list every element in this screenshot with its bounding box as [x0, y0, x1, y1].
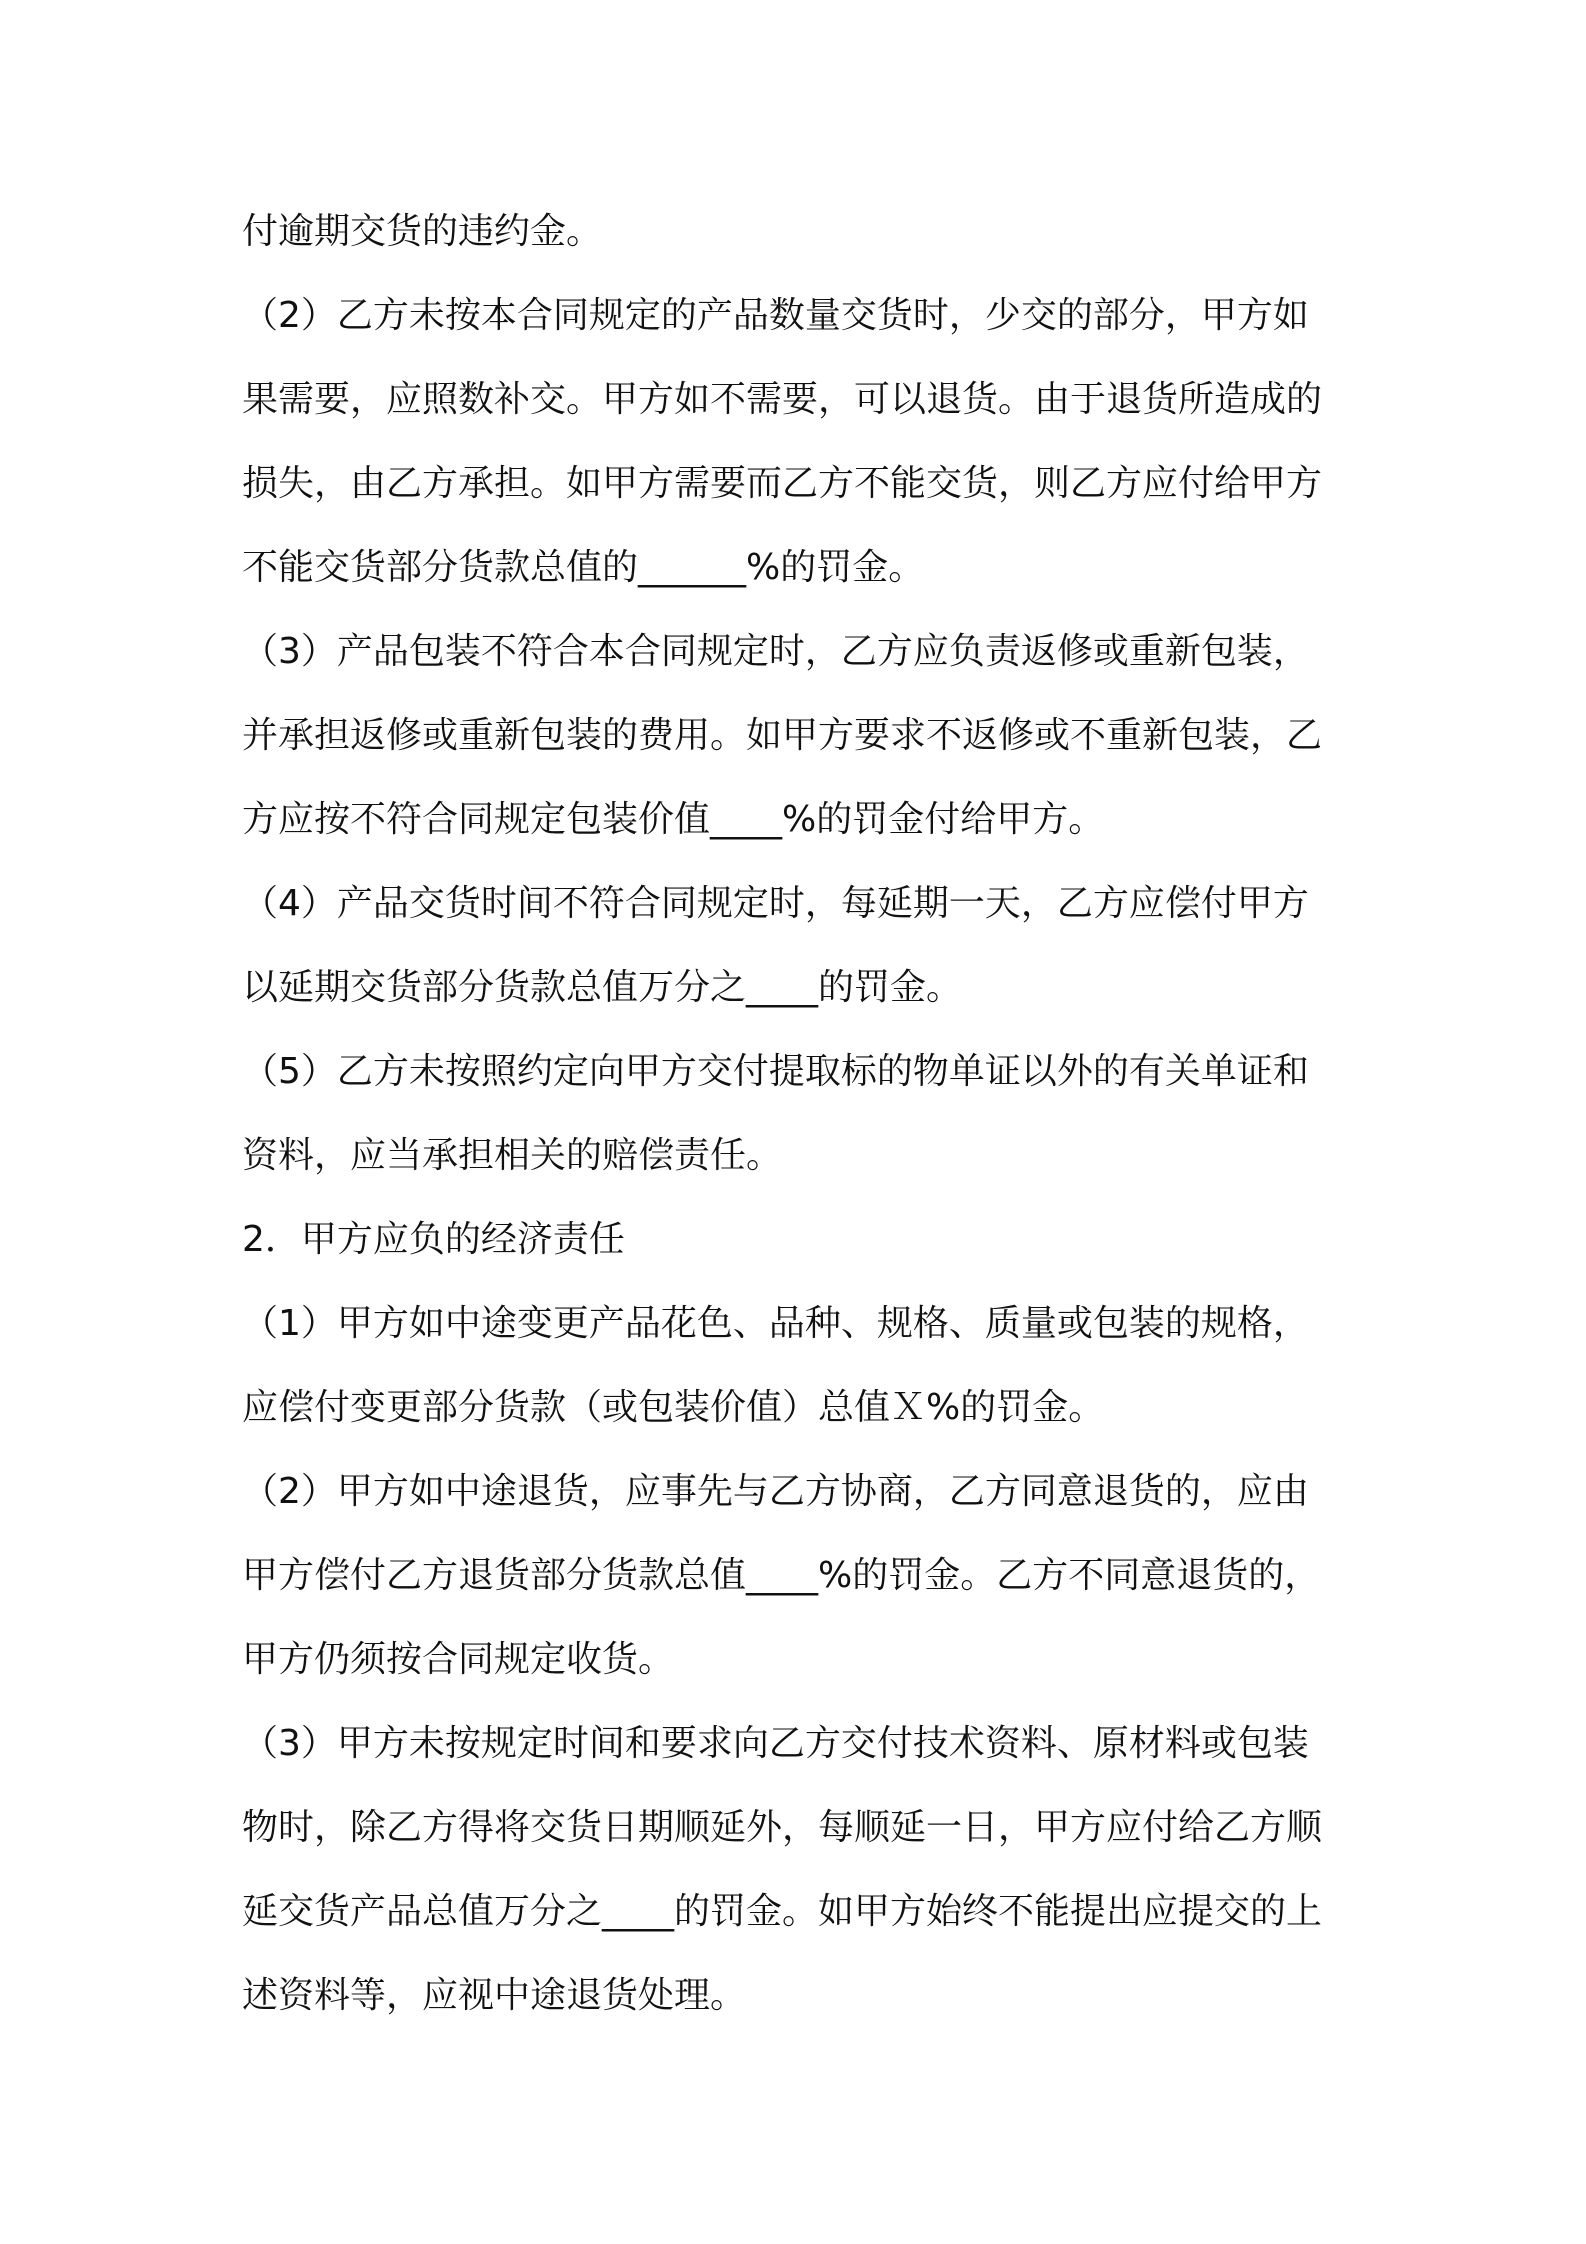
text-line: [242, 778, 1357, 862]
text-segment: （3）产品包装不符合本合同规定时，乙方应负责返修或重新包装，: [242, 631, 1309, 672]
text-line: [242, 1366, 1357, 1450]
text-line: [242, 1450, 1357, 1534]
text-segment: 述资料等，应视中途退货处理。: [242, 1975, 747, 2016]
text-segment: 2．甲方应负的经济责任: [242, 1219, 625, 1260]
text-line: [242, 946, 1357, 1030]
text-line: [242, 1618, 1357, 1702]
text-line: [242, 358, 1357, 442]
text-line: [242, 442, 1357, 526]
text-line: [242, 694, 1357, 778]
text-segment: 不能交货部分货款总值的: [242, 547, 639, 588]
text-segment: %的罚金。: [746, 547, 925, 588]
text-line: [242, 862, 1357, 946]
text-segment: 甲方仍须按合同规定收货。: [242, 1639, 675, 1680]
fill-in-blank: ____: [746, 1555, 819, 1596]
text-segment: （2）甲方如中途退货，应事先与乙方协商，乙方同意退货的，应由: [242, 1471, 1309, 1512]
text-segment: 延交货产品总值万分之: [242, 1891, 603, 1932]
text-segment: 的罚金。: [818, 967, 963, 1008]
text-line: [242, 610, 1357, 694]
text-line: [242, 1870, 1357, 1954]
fill-in-blank: ____: [710, 799, 783, 840]
text-segment: （1）甲方如中途变更产品花色、品种、规格、质量或包装的规格，: [242, 1303, 1309, 1344]
text-segment: %的罚金付给甲方。: [782, 799, 1105, 840]
text-segment: 付逾期交货的违约金。: [242, 211, 603, 252]
text-segment: 资料，应当承担相关的赔偿责任。: [242, 1135, 783, 1176]
fill-in-blank: ____: [602, 1891, 675, 1932]
text-segment: （4）产品交货时间不符合同规定时，每延期一天，乙方应偿付甲方: [242, 883, 1309, 924]
text-segment: 应偿付变更部分货款（或包装价值）总值Ｘ%的罚金。: [242, 1387, 1105, 1428]
text-segment: 物时，除乙方得将交货日期顺延外，每顺延一日，甲方应付给乙方顺: [242, 1807, 1323, 1848]
text-segment: 甲方偿付乙方退货部分货款总值: [242, 1555, 747, 1596]
text-segment: 并承担返修或重新包装的费用。如甲方要求不返修或不重新包装，乙: [242, 715, 1323, 756]
text-segment: 的罚金。如甲方始终不能提出应提交的上: [674, 1891, 1323, 1932]
text-segment: （5）乙方未按照约定向甲方交付提取标的物单证以外的有关单证和: [242, 1051, 1309, 1092]
text-line: [242, 526, 1357, 610]
text-line: [242, 1786, 1357, 1870]
fill-in-blank: ______: [638, 547, 747, 588]
fill-in-blank: ____: [746, 967, 819, 1008]
text-line: [242, 1198, 1357, 1282]
text-line: [242, 1954, 1357, 2038]
text-line: [242, 1030, 1357, 1114]
text-segment: 以延期交货部分货款总值万分之: [242, 967, 747, 1008]
text-line: [242, 190, 1357, 274]
text-segment: （3）甲方未按规定时间和要求向乙方交付技术资料、原材料或包装: [242, 1723, 1309, 1764]
text-segment: 方应按不符合同规定包装价值: [242, 799, 711, 840]
text-line: [242, 1114, 1357, 1198]
text-line: [242, 274, 1357, 358]
text-segment: 果需要，应照数补交。甲方如不需要，可以退货。由于退货所造成的: [242, 379, 1323, 420]
text-segment: %的罚金。乙方不同意退货的，: [818, 1555, 1321, 1596]
text-segment: （2）乙方未按本合同规定的产品数量交货时，少交的部分，甲方如: [242, 295, 1309, 336]
text-line: [242, 1534, 1357, 1618]
text-line: [242, 1702, 1357, 1786]
contract-text: [242, 190, 1357, 2038]
text-line: [242, 1282, 1357, 1366]
text-segment: 损失，由乙方承担。如甲方需要而乙方不能交货，则乙方应付给甲方: [242, 463, 1323, 504]
